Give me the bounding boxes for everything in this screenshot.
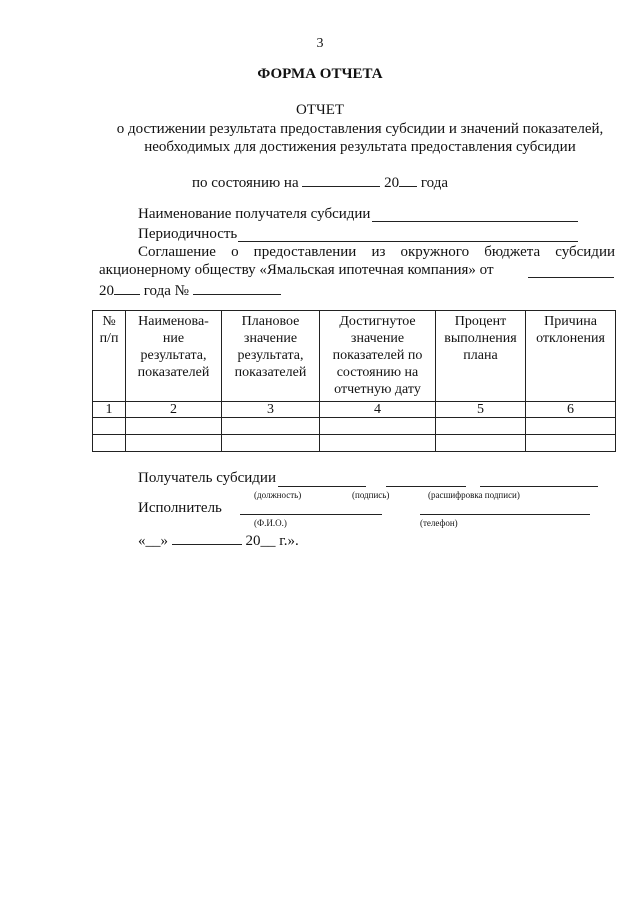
col-header-number: № п/п — [93, 311, 126, 402]
date-open: «__» — [138, 533, 168, 549]
date-month-blank[interactable] — [172, 530, 242, 545]
col-number-1: 1 — [93, 402, 126, 418]
col-number-4: 4 — [320, 402, 436, 418]
table-row — [93, 435, 616, 452]
report-table — [92, 310, 616, 452]
form-title: ФОРМА ОТЧЕТА — [257, 66, 383, 82]
col-header-achieved-value: Достигнутое значение показателей по состоянию на отчетную дату — [320, 311, 436, 402]
agreement-line-2: акционерному обществу «Ямальская ипотечная компания» от — [99, 262, 494, 278]
report-subtitle — [60, 120, 640, 156]
agreement-number-blank[interactable] — [193, 280, 281, 295]
as-of-line — [0, 172, 640, 192]
table-cell[interactable] — [526, 435, 616, 452]
position-line[interactable] — [278, 486, 366, 487]
col-number-2: 2 — [126, 402, 222, 418]
executor-label: Исполнитель — [138, 500, 222, 516]
date-row — [138, 530, 299, 550]
col-header-reason: Причина отклонения — [526, 311, 616, 402]
phone-line[interactable] — [420, 514, 590, 515]
col-header-percent: Процент выполнения плана — [436, 311, 526, 402]
table-cell[interactable] — [436, 435, 526, 452]
table-cell[interactable] — [126, 435, 222, 452]
as-of-year-prefix: 20 — [384, 175, 400, 191]
report-heading: ОТЧЕТ — [295, 102, 345, 118]
phone-caption: (телефон) — [420, 518, 458, 528]
page-number: 3 — [316, 36, 324, 51]
report-subtitle-line-1: о достижении результата предоставления субсидии и значений показателей, — [116, 121, 604, 137]
recipient-signature-label: Получатель субсидии — [138, 470, 276, 486]
table-number-row — [93, 402, 616, 418]
as-of-suffix: года — [420, 175, 449, 191]
as-of-year-blank[interactable] — [399, 172, 417, 187]
table-header-row — [93, 311, 616, 402]
table-cell[interactable] — [320, 435, 436, 452]
table-row — [93, 418, 616, 435]
recipient-label: Наименование получателя субсидии — [138, 206, 371, 222]
agreement-year-label: года № — [143, 283, 189, 299]
agreement-line-1: Соглашение о предоставлении из окружного бюджета субсидии — [138, 244, 615, 260]
table-cell[interactable] — [93, 435, 126, 452]
col-number-3: 3 — [222, 402, 320, 418]
report-subtitle-line-2: необходимых для достижения результата предоставления субсидии — [144, 139, 576, 155]
table-cell[interactable] — [222, 418, 320, 435]
table-cell[interactable] — [526, 418, 616, 435]
table-cell[interactable] — [93, 418, 126, 435]
as-of-date-blank[interactable] — [302, 172, 380, 187]
signature-caption: (подпись) — [352, 490, 390, 500]
col-number-5: 5 — [436, 402, 526, 418]
fio-caption: (Ф.И.О.) — [254, 518, 287, 528]
signature-line[interactable] — [386, 486, 466, 487]
periodicity-input-line[interactable] — [238, 241, 578, 242]
decoding-caption: (расшифровка подписи) — [428, 490, 520, 500]
agreement-date-line[interactable] — [528, 277, 614, 278]
decoding-line[interactable] — [480, 486, 598, 487]
periodicity-label: Периодичность — [138, 226, 238, 242]
table-cell[interactable] — [126, 418, 222, 435]
table-cell[interactable] — [436, 418, 526, 435]
col-number-6: 6 — [526, 402, 616, 418]
agreement-year-row — [99, 280, 281, 300]
position-caption: (должность) — [254, 490, 302, 500]
table-cell[interactable] — [320, 418, 436, 435]
agreement-year-prefix: 20 — [99, 283, 114, 299]
date-year: 20__ г.». — [245, 533, 299, 549]
agreement-year-blank[interactable] — [114, 280, 140, 295]
fio-line[interactable] — [240, 514, 382, 515]
col-header-planned-value: Плановое значение результата, показателей — [222, 311, 320, 402]
col-header-result-name: Наименова-ние результата, показателей — [126, 311, 222, 402]
table-cell[interactable] — [222, 435, 320, 452]
recipient-input-line[interactable] — [372, 221, 578, 222]
as-of-prefix: по состоянию на — [191, 175, 299, 191]
